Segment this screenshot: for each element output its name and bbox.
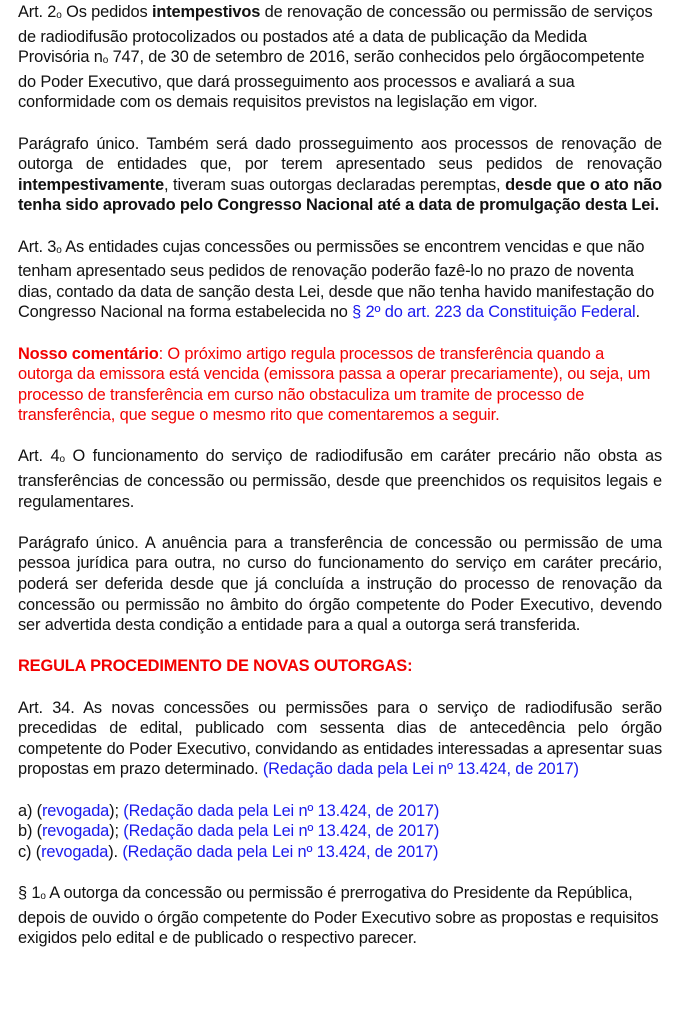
ordinal-indicator: o [56,244,62,256]
ordinal-indicator: o [59,454,65,466]
redaction-link[interactable]: (Redação dada pela Lei nº 13.424, de 2017) [123,801,440,820]
art-2-text: Os pedidos [61,3,152,21]
item-sep: ); [109,801,124,820]
section-heading: REGULA PROCEDIMENTO DE NOVAS OUTORGAS: [18,657,413,676]
constitution-link[interactable]: § 2º do art. 223 da Constituição Federal [352,303,636,322]
art-34-text: Art. 34. As novas concessões ou permissões para o serviço de radiodifusão serão precedidas de edital, publicado com sessenta dias de antecedência pelo órgão competente do Poder Executivo, convidando as entidades interessadas a apresentar suas propostas em prazo determinado. [18,698,662,779]
art-3-text: . [635,303,640,322]
art-2 [18,2,662,113]
item-prefix: a) ( [18,801,42,820]
item-sep: ). [108,842,123,861]
list-item [18,842,662,863]
art-4-paragraph: Parágrafo único. A anuência para a transferência de concessão ou permissão de uma pessoa jurídica para outra, no curso do funcionamento do serviço em caráter precário, poderá ser deferida desde que já concluída a instrução do processo de renovação da concessão ou permissão no âmbito do órgão competente do Poder Executivo, devendo ser advertida desta condição a entidade para a qual a outorga será transferida. [18,533,662,635]
paragraph-1-text: A outorga da concessão ou permissão é prerrogativa do Presidente da República, depois de ouvido o órgão competente do Poder Executivo sobre as propostas e requisitos exigidos pelo edital e de publicado o respectivo parecer. [18,883,659,948]
redaction-link[interactable]: (Redação dada pela Lei nº 13.424, de 2017) [122,842,439,861]
comment-text: : O próximo artigo regula processos de transferência quando a outorga da emissora está vencida (emissora passa a operar precariamente), ou seja, um processo de transferência em curso não obstaculiza um tramite de processo de transferência, que segue o mesmo rito que comentaremos a seguir. [18,344,651,425]
art-4 [18,446,662,512]
item-prefix: c) ( [18,842,42,861]
art-3-text: As entidades cujas concessões ou permissões se encontrem vencidas e que não tenham apresentado seus pedidos de renovação poderão fazê-lo no prazo de noventa dias, contado da data de sanção desta Lei, desde que não tenha havido manifestação do Congresso Nacional na forma estabelecida no [18,237,655,322]
bold-clause: desde que o ato não tenha sido aprovado pelo Congresso Nacional até a data de promulgação desta Lei. [18,175,662,215]
art-3 [18,237,662,323]
art-2-text: de renovação de concessão ou permissão de serviços de radiodifusão protocolizados ou postados até a data de publicação da Medida Provisória n [18,3,653,67]
ordinal-indicator: o [102,55,109,67]
list-item [18,801,662,822]
revoked-link[interactable]: revogada [41,842,109,861]
redaction-link[interactable]: (Redação dada pela Lei nº 13.424, de 2017) [262,760,579,779]
art-34 [18,698,662,780]
paragraph-text: Parágrafo único. Também será dado prosseguimento aos processos de renovação de outorga de entidades que, por terem apresentado seus pedidos de renovação [18,134,662,174]
art-4-text: O funcionamento do serviço de radiodifusão em caráter precário não obsta as transferências de concessão ou permissão, desde que preenchidos os requisitos legais e regulamentares. [18,447,662,511]
list-item [18,821,662,842]
revoked-link[interactable]: revogada [42,801,110,820]
revoked-link[interactable]: revogada [42,822,110,841]
paragraph-text: , tiveram suas outorgas declaradas peremptas, [163,175,506,194]
art-3-label: Art. 3 [18,237,57,256]
comment-label: Nosso comentário [18,344,159,363]
ordinal-indicator: o [56,10,62,21]
bold-term: intempestivamente [18,175,164,194]
comment-block [18,344,662,426]
art-2-text: 747, de 30 de setembro de 2016, serão conhecidos pelo órgãocompetente do Poder Executivo, que dará prosseguimento aos processos e avaliará a sua conformidade com os demais requisitos previstos na legislação em vigor. [18,48,645,112]
art-4-label: Art. 4 [18,447,60,466]
item-prefix: b) ( [18,822,42,841]
paragraph-1 [18,883,662,949]
redaction-link[interactable]: (Redação dada pela Lei nº 13.424, de 2017) [123,822,440,841]
item-list [18,801,662,863]
bold-term: intempestivos [151,3,261,21]
paragraph-1-label: § 1 [18,883,41,902]
art-2-paragraph [18,134,662,216]
art-2-label: Art. 2 [18,3,57,21]
item-sep: ); [109,822,124,841]
ordinal-indicator: o [40,890,46,902]
